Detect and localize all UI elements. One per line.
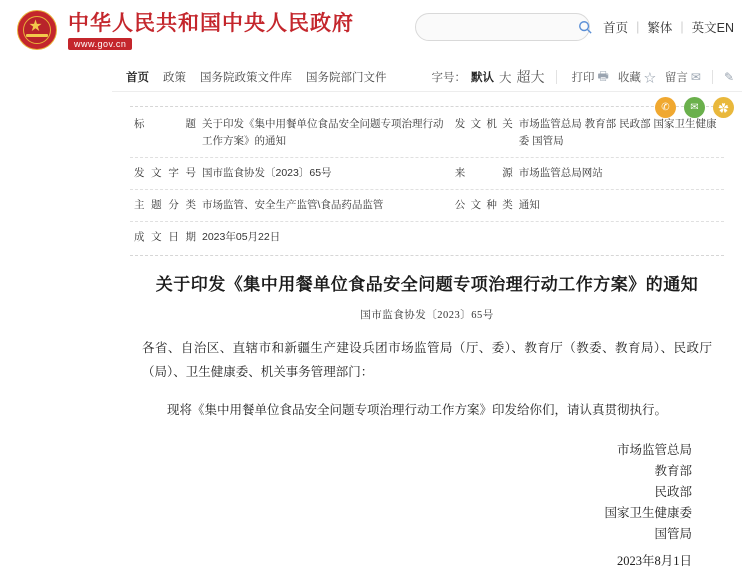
document-body — [142, 256, 712, 572]
breadcrumb — [112, 62, 742, 92]
meta-value-category: 市场监管、安全生产监管\食品药品监管 — [202, 199, 384, 211]
meta-key-doctype: 公文种类 — [454, 199, 513, 211]
document-meta-table — [130, 106, 724, 256]
site-header — [0, 0, 750, 60]
weibo-share-icon[interactable]: ✿ — [713, 97, 734, 118]
meta-cell-date — [130, 222, 724, 253]
meta-value-source: 市场监管总局网站 — [518, 167, 603, 179]
meta-key-source: 来源 — [454, 167, 513, 179]
signatory: 市场监管总局 — [616, 443, 692, 457]
comment-button[interactable] — [665, 69, 701, 85]
fontsize-label: 字号： — [431, 72, 467, 84]
sign-date: 2023年8月1日 — [616, 554, 692, 568]
toolbar-divider-1 — [556, 70, 557, 84]
site-url-badge: www.gov.cn — [68, 38, 132, 50]
meta-key-date: 成文日期 — [134, 231, 196, 243]
signatory: 国管局 — [654, 527, 692, 541]
meta-value-doctype: 通知 — [518, 199, 540, 211]
printer-icon[interactable]: 🖶 — [597, 68, 609, 83]
nav-separator-2: | — [680, 20, 684, 34]
meta-row — [130, 222, 724, 253]
weixin-share-icon[interactable]: ✉ — [684, 97, 705, 118]
meta-key-docnumber: 发文字号 — [134, 167, 196, 179]
fontsize-large-button[interactable]: 大 — [499, 71, 512, 85]
nav-separator-1: | — [636, 20, 640, 34]
breadcrumb-item-policy[interactable]: 政策 — [163, 71, 186, 84]
meta-key-issuer: 发文机关 — [454, 118, 513, 130]
meta-cell-title — [130, 109, 451, 157]
search-box[interactable] — [415, 13, 590, 41]
content-panel — [112, 62, 742, 568]
print-label: 打印 — [571, 72, 595, 84]
site-title: 中华人民共和国中央人民政府 — [68, 10, 354, 35]
search-icon[interactable] — [578, 14, 592, 40]
signatory: 国家卫生健康委 — [604, 506, 692, 520]
toolbar-divider-2 — [712, 70, 713, 84]
collect-label: 收藏 — [617, 72, 641, 84]
meta-value-docnumber: 国市监食协发〔2023〕65号 — [202, 167, 332, 179]
document-number: 国市监食协发〔2023〕65号 — [360, 310, 494, 321]
breadcrumb-item-doc-library[interactable]: 国务院政策文件库 — [200, 71, 292, 84]
breadcrumb-item-home[interactable]: 首页 — [126, 71, 149, 84]
meta-value-date: 2023年05月22日 — [202, 231, 281, 243]
fontsize-xlarge-button[interactable]: 超大 — [516, 69, 545, 85]
meta-key-category: 主题分类 — [134, 199, 196, 211]
share-buttons — [655, 92, 734, 118]
nav-traditional[interactable]: 繁体 — [647, 21, 673, 35]
breadcrumb-item-dept-docs[interactable]: 国务院部门文件 — [306, 71, 387, 84]
nav-home[interactable]: 首页 — [603, 21, 629, 35]
meta-cell-source — [451, 158, 724, 189]
comment-label: 留言 — [664, 72, 688, 84]
document-paragraph-recipients: 各省、自治区、直辖市和新疆生产建设兵团市场监管局（厅、委）、教育厅（教委、教育局）、民政厅（局）、卫生健康委、机关事务管理部门： — [142, 341, 712, 379]
collect-button[interactable] — [618, 69, 656, 86]
meta-key-title: 标题 — [134, 118, 196, 130]
document-signoff — [142, 440, 712, 572]
national-emblem-icon: ★ — [16, 9, 58, 51]
search-input[interactable] — [416, 14, 578, 40]
document-paragraph-body: 现将《集中用餐单位食品安全问题专项治理行动工作方案》印发给你们，请认真贯彻执行。 — [167, 403, 668, 417]
star-icon[interactable]: ☆ — [643, 70, 656, 85]
page-title: 关于印发《集中用餐单位食品安全问题专项治理行动工作方案》的通知 — [155, 275, 699, 294]
meta-value-title: 关于印发《集中用餐单位食品安全问题专项治理行动工作方案》的通知 — [202, 118, 444, 147]
signatory: 民政部 — [654, 485, 692, 499]
signatory: 教育部 — [654, 464, 692, 478]
meta-cell-category — [130, 190, 451, 221]
meta-row — [130, 190, 724, 222]
wechat-share-icon[interactable]: ✆ — [655, 97, 676, 118]
meta-row — [130, 158, 724, 190]
message-icon[interactable]: ✉ — [690, 70, 701, 84]
toolbar — [432, 62, 734, 92]
meta-cell-doctype — [451, 190, 724, 221]
meta-row — [130, 109, 724, 158]
pencil-icon[interactable]: ✎ — [723, 70, 734, 84]
print-button[interactable] — [572, 67, 609, 88]
header-nav — [603, 18, 734, 36]
meta-value-issuer: 市场监管总局 教育部 民政部 国家卫生健康委 国管局 — [518, 118, 717, 147]
site-brand[interactable] — [68, 11, 354, 50]
meta-cell-docnumber — [130, 158, 451, 189]
fontsize-default-button[interactable]: 默认 — [471, 72, 495, 84]
nav-english[interactable]: 英文EN — [691, 21, 734, 35]
